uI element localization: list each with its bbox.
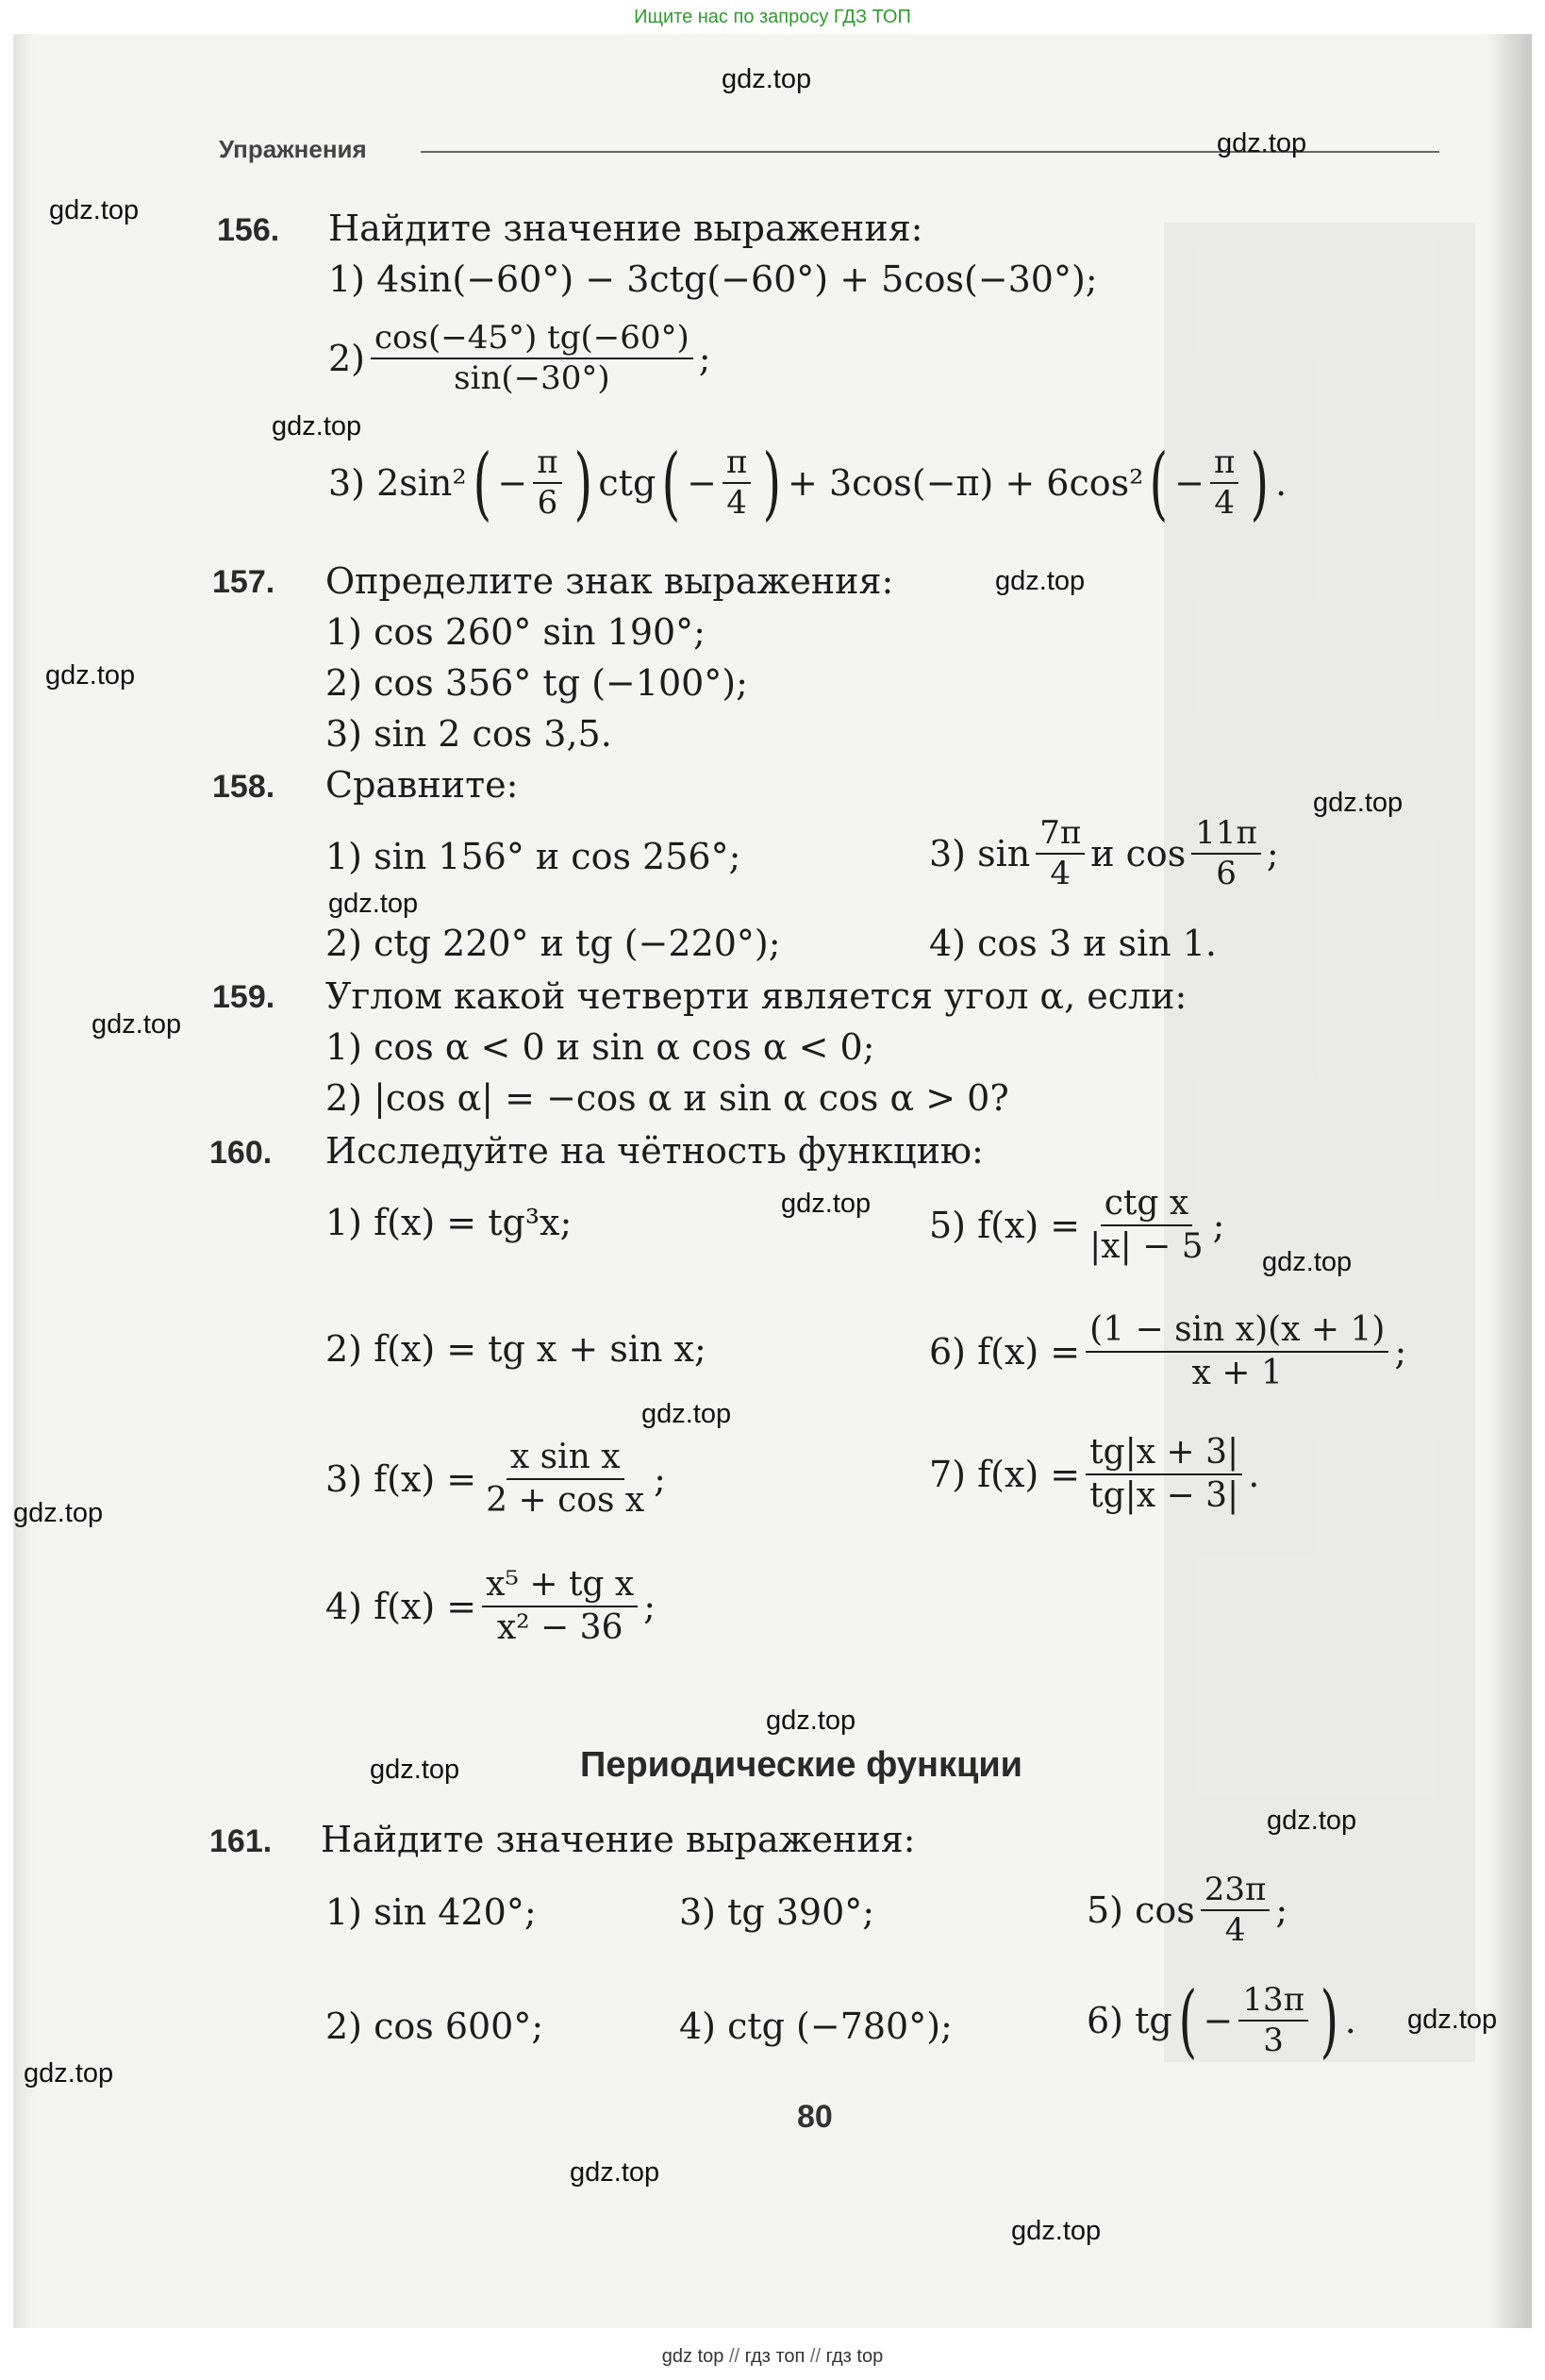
watermark: gdz.top (1011, 2216, 1102, 2246)
numerator: x⁵ + tg x (482, 1566, 638, 1607)
punctuation: ; (1266, 833, 1279, 875)
denominator: 6 (537, 484, 558, 522)
denominator: x² − 36 (496, 1607, 623, 1647)
exercise-158-item-1: 1) sin 156° и cos 256°; (325, 836, 741, 877)
fraction (371, 321, 693, 397)
exercise-158-item-2: 2) ctg 220° и tg (−220°); (325, 923, 781, 964)
item-label: 7) f(x) = (929, 1453, 1081, 1495)
fraction (482, 1439, 648, 1519)
item-text: + 3cos(−π) + 6cos² (788, 462, 1144, 504)
watermark: gdz.top (1407, 2005, 1498, 2035)
watermark: gdz.top (370, 1755, 460, 1785)
watermark: gdz.top (13, 1498, 104, 1528)
item-text: 3) sin (929, 833, 1031, 875)
left-paren: ( (661, 437, 681, 529)
numerator: 23π (1201, 1872, 1271, 1911)
denominator: 4 (1050, 855, 1072, 893)
watermark: gdz.top (1262, 1247, 1353, 1277)
exercise-156-item-2 (328, 321, 711, 397)
watermark: gdz.top (91, 1009, 182, 1040)
item-text: 3) 2sin² (328, 462, 467, 504)
left-paren: ( (1149, 437, 1169, 529)
bottom-banner-item[interactable]: гдз топ (744, 2346, 806, 2367)
page-edge-left (13, 34, 34, 2328)
top-banner[interactable]: Ищите нас по запросу ГДЗ ТОП (634, 7, 911, 27)
left-paren: ( (1178, 1974, 1197, 2067)
numerator: π (1210, 445, 1238, 484)
exercise-158-item-3 (929, 816, 1279, 892)
exercise-159-number: 159. (212, 979, 275, 1015)
fraction (1201, 1872, 1271, 1949)
denominator: |x| − 5 (1089, 1226, 1204, 1266)
exercise-161-item-5 (1087, 1872, 1288, 1949)
numerator: 13π (1238, 1983, 1308, 2022)
denominator: x + 1 (1191, 1353, 1283, 1392)
denominator: 4 (726, 484, 747, 522)
denominator: 3 (1263, 2022, 1284, 2059)
right-paren: ) (1250, 437, 1270, 529)
fraction (1086, 1434, 1242, 1514)
subsection-title: Периодические функции (580, 1745, 1023, 1785)
punctuation: ; (654, 1457, 666, 1500)
exercise-161-item-3: 3) tg 390°; (679, 1891, 875, 1933)
fraction (1238, 1980, 1308, 2059)
item-label: 5) f(x) = (929, 1204, 1081, 1246)
denominator: 6 (1216, 855, 1237, 893)
fraction (1191, 816, 1261, 892)
denominator: sin(−30°) (454, 359, 610, 398)
watermark: gdz.top (24, 2058, 114, 2089)
exercise-160-item-3 (325, 1439, 666, 1519)
minus-sign: − (497, 462, 528, 504)
punctuation: . (1275, 462, 1288, 504)
item-label: 6) tg (1087, 2000, 1172, 2041)
exercise-160-item-2: 2) f(x) = tg x + sin x; (325, 1328, 706, 1370)
numerator: 7π (1036, 816, 1085, 855)
bottom-banner[interactable] (0, 2339, 1545, 2373)
watermark: gdz.top (1217, 128, 1307, 158)
separator: // (728, 2346, 740, 2367)
exercise-159-item-2: 2) |cos α| = −cos α и sin α cos α > 0? (325, 1077, 1009, 1119)
exercise-161-item-6 (1087, 1974, 1356, 2067)
fraction (533, 442, 561, 522)
item-text: ctg (598, 462, 656, 504)
watermark: gdz.top (1313, 788, 1404, 818)
exercise-160-number: 160. (209, 1135, 273, 1171)
exercise-161-number: 161. (209, 1823, 273, 1859)
watermark: gdz.top (570, 2157, 660, 2188)
punctuation: ; (1212, 1204, 1225, 1246)
exercise-160-item-4 (325, 1566, 656, 1646)
exercise-158-item-4: 4) cos 3 и sin 1. (929, 923, 1217, 964)
page-number: 80 (797, 2099, 833, 2135)
fraction (1086, 1185, 1207, 1265)
minus-sign: − (1203, 2000, 1234, 2041)
denominator: 2 + cos x (486, 1480, 645, 1520)
minus-sign: − (687, 462, 717, 504)
fraction (723, 442, 751, 522)
exercise-160-item-5 (929, 1185, 1224, 1265)
exercise-161-item-4: 4) ctg (−780°); (679, 2006, 953, 2047)
item-label: 2) (328, 338, 366, 380)
exercise-161-item-2: 2) cos 600°; (325, 2006, 544, 2047)
exercise-160-item-7 (929, 1434, 1259, 1514)
numerator: cos(−45°) tg(−60°) (371, 321, 693, 359)
exercise-161-task: Найдите значение выражения: (321, 1819, 916, 1860)
watermark: gdz.top (722, 64, 812, 94)
denominator: 4 (1224, 1911, 1246, 1950)
punctuation: ; (643, 1585, 656, 1627)
separator: // (809, 2346, 822, 2367)
exercise-158-task: Сравните: (325, 764, 519, 806)
denominator: tg|x − 3| (1089, 1475, 1239, 1515)
exercise-158-number: 158. (212, 769, 275, 805)
exercise-159-item-1: 1) cos α < 0 и sin α cos α < 0; (325, 1026, 875, 1068)
right-paren: ) (573, 437, 592, 529)
item-label: 4) f(x) = (325, 1585, 477, 1627)
watermark: gdz.top (1267, 1806, 1357, 1836)
watermark: gdz.top (45, 660, 136, 691)
denominator: 4 (1214, 484, 1235, 522)
item-label: 5) cos (1087, 1889, 1195, 1932)
exercise-157-number: 157. (212, 564, 275, 600)
item-label: 6) f(x) = (929, 1330, 1081, 1373)
exercise-156-number: 156. (217, 212, 280, 248)
exercise-157-item-2: 2) cos 356° tg (−100°); (325, 662, 748, 704)
punctuation: ; (1275, 1889, 1288, 1932)
item-label: 3) f(x) = (325, 1457, 477, 1500)
fraction (1210, 442, 1238, 522)
watermark: gdz.top (995, 566, 1086, 596)
watermark: gdz.top (766, 1706, 856, 1736)
exercise-157-item-1: 1) cos 260° sin 190°; (325, 611, 706, 653)
punctuation: . (1344, 2000, 1356, 2041)
left-paren: ( (473, 437, 491, 529)
fraction (1086, 1311, 1388, 1391)
exercise-156-item-3 (328, 437, 1288, 529)
exercise-159-task: Углом какой четверти является угол α, если: (325, 975, 1188, 1017)
watermark: gdz.top (49, 195, 140, 225)
exercise-160-task: Исследуйте на чётность функцию: (325, 1130, 984, 1172)
exercise-161-item-1: 1) sin 420°; (325, 1891, 537, 1933)
watermark: gdz.top (641, 1399, 732, 1429)
bottom-banner-item[interactable]: gdz top (661, 2346, 724, 2367)
numerator: x sin x (507, 1439, 624, 1480)
fraction (482, 1566, 638, 1646)
exercise-156-task: Найдите значение выражения: (328, 208, 923, 249)
right-paren: ) (762, 437, 782, 529)
punctuation: ; (1394, 1330, 1407, 1373)
exercise-157-task: Определите знак выражения: (325, 560, 894, 602)
exercise-156-item-1: 1) 4sin(−60°) − 3ctg(−60°) + 5cos(−30°); (328, 258, 1098, 300)
punctuation: ; (698, 338, 711, 380)
exercise-157-item-3: 3) sin 2 cos 3,5. (325, 713, 612, 755)
watermark: gdz.top (781, 1189, 872, 1219)
fraction (1036, 816, 1085, 892)
right-paren: ) (1320, 1974, 1339, 2067)
exercise-160-item-1: 1) f(x) = tg³x; (325, 1202, 573, 1243)
exercise-160-item-6 (929, 1311, 1406, 1391)
minus-sign: − (1174, 462, 1204, 504)
watermark: gdz.top (328, 889, 419, 919)
numerator: ctg x (1101, 1185, 1192, 1226)
watermark: gdz.top (272, 411, 362, 441)
numerator: π (723, 445, 751, 484)
numerator: 11π (1191, 816, 1261, 855)
item-text: и cos (1090, 833, 1187, 875)
punctuation: . (1248, 1453, 1260, 1495)
bottom-banner-item[interactable]: гдз top (825, 2346, 884, 2367)
page-edge-right (1487, 34, 1532, 2328)
numerator: tg|x + 3| (1086, 1434, 1242, 1475)
numerator: π (533, 445, 561, 484)
section-header: Упражнения (219, 135, 367, 163)
numerator: (1 − sin x)(x + 1) (1086, 1311, 1388, 1353)
